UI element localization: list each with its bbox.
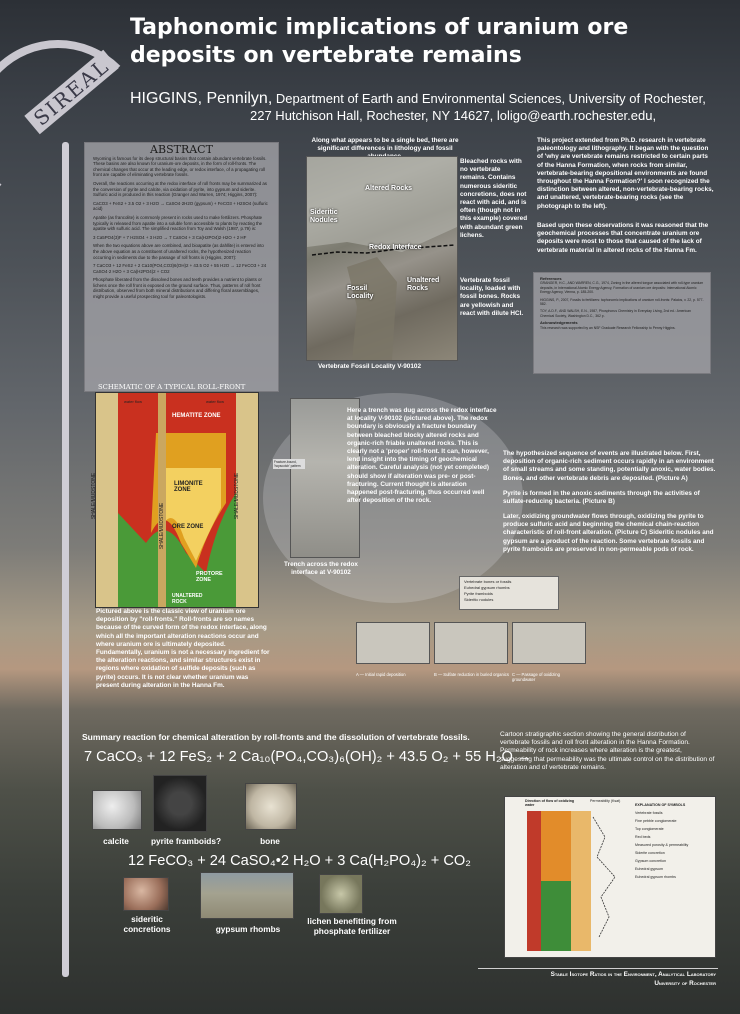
legend-heading: EXPLANATION OF SYMBOLS	[635, 803, 686, 807]
schematic-title: SCHEMATIC OF A TYPICAL ROLL-FRONT	[98, 383, 246, 391]
siderite-photo	[123, 877, 169, 911]
protore-zone-label: PROTORE ZONE	[196, 571, 223, 583]
sireal-logo: SIREAL	[24, 50, 118, 135]
author-address: 227 Hutchison Hall, Rochester, NY 14627, loligo@earth.rochester.edu,	[250, 108, 657, 123]
lichen-photo	[319, 874, 363, 914]
reference-item: TOY, A.D.F., AND WALSH, E.N., 1987, Phosphorus Chemistry in Everyday Living, 2nd ed.: American Chemical Society, Washington D.C., 362 p.	[540, 309, 691, 318]
sequence-paragraph: The hypothesized sequence of events are illustrated below. First, deposition of organic-rich sediment occurs rapidly in an environment of small streams and some standing, potentially anoxic, water bodies. Bones, and other vertebrate debris are deposited. (Picture A)	[503, 450, 716, 482]
cartoon-panel-a	[356, 622, 430, 664]
shale-label: SHALE/MUDSTONE	[91, 472, 98, 520]
abstract-equation: 3 Ca5PO4(3)F + 7 H2SO4 + 3 H2O → 7 CaSO4 + 3 Ca(H2PO4)2·H2O + 2 HF	[93, 234, 247, 240]
abstract-equation: CaCO3 + FeS2 + 3.5 O2 + 3 H2O → CaSO4·2H2O (gypsum) + FeCO3 + H2SO4 (sulfuric acid)	[93, 200, 268, 212]
summary-heading: Summary reaction for chemical alteration by roll-fronts and the dissolution of vertebrate fossils.	[82, 732, 470, 742]
shale-label: SHALE/MUDSTONE	[234, 472, 241, 520]
siderite-label: Sideritic Nodules	[310, 209, 338, 224]
abstract-heading: ABSTRACT	[150, 143, 213, 156]
hematite-zone-label: HEMATITE ZONE	[172, 413, 221, 419]
shale-label: SHALE/MUDSTONE	[159, 502, 166, 550]
references-box	[533, 272, 711, 374]
water-flow-label: water flow	[124, 399, 143, 404]
summary-equation-bottom: 12 FeCO₃ + 24 CaSO₄•2 H₂O + 3 Ca(H₂PO₄)₂ + CO₂	[128, 853, 471, 869]
photo-caption-top: Along what appears to be a single bed, there are significant differences in lithology and fossil	[311, 137, 459, 153]
rollfront-schematic	[91, 392, 259, 608]
cartoon-label: C — Passage of oxidizing groundwater	[512, 672, 560, 682]
legend-item: Vertebrate fossils	[635, 811, 663, 815]
calcite-photo	[92, 790, 142, 830]
abstract-box	[84, 142, 279, 392]
cartoon-panel-b	[434, 622, 508, 664]
reference-item: GRANGER, H.C., AND WARREN, C.G., 1974, Zoning in the altered tongue associated with roll-type uranium deposits, in International Atomic Energy Agency, Formation of uranium ore deposits: International Atomic Energy Agency, Vienna, p. 185-200.	[540, 281, 704, 295]
author-name: HIGGINS, Pennilyn,	[130, 90, 273, 107]
cartoon-panel-c	[512, 622, 586, 664]
legend-item: Fine pebble conglomerate	[635, 819, 677, 823]
legend-item: Gypsum concretion	[635, 859, 666, 863]
altered-rocks-label: Altered Rocks	[365, 185, 413, 192]
redox-interface-label: Redox Interface	[369, 244, 422, 251]
ore-zone-label: ORE ZONE	[172, 524, 204, 530]
legend-item: Measured porosity & permeability	[635, 843, 689, 847]
water-flow-label: water flow	[206, 399, 225, 404]
bone-photo	[245, 783, 297, 830]
trench-text: Here a trench was dug across the redox interface at locality V-90102 (pictured above). The redox boundary is obviously a fracture boundary between bleached blocky altered rocks and organic-rich friable unaltered rocks. This is clearly not a 'proper' roll-front. It can, however, lend insight into the timing of geochemical alteration. Careful analysis (not yet completed) should show if alteration was pre- or post-fracturing. Current thought is alteration happened post-fracturing, thus occurred well after deposition of the rock.	[347, 407, 497, 505]
permeability-label: Permeability (Ksat)	[590, 799, 621, 803]
reference-item: HIGGINS, P., 2007, Fossils to fertilizers: taphonomic implications of uranium roll-fronts: Palaios, v. 22, p. 577-582.	[540, 297, 704, 307]
calcite-caption: calcite	[103, 836, 129, 846]
footer	[486, 970, 716, 988]
intro-paragraph: Based upon these observations it was reasoned that the geochemical processes that concentrate uranium ore deposits were most to those that caused of the lack of vertebrate material in altered rocks of the Hanna Fm.	[537, 222, 709, 254]
limonite-zone-label: LIMONITE ZONE	[174, 481, 203, 493]
legend-item: Euhedral gypsum	[635, 867, 663, 871]
sequence-paragraph: Later, oxidizing groundwater flows through, oxidizing the pyrite to produce sulfuric acid and beginning the chemical chain-reaction characteristic of roll-front alteration. (Picture C) Sideritic nodules and gypsum are a product of the reaction. Some vertebrate fossils and pyrite framboids are preserved in non-permeable pods of rock.	[503, 513, 714, 553]
photo-caption-bottom: Vertebrate Fossil Locality V-90102	[318, 363, 422, 370]
unaltered-rock-label: UNALTERED ROCK	[172, 593, 203, 605]
lichen-caption: lichen benefitting from phosphate fertilizer	[307, 916, 397, 936]
abstract-equation: 7 CaCO3 + 12 FeS2 + 2 Ca10(PO4,CO3)6(OH)2 + 43.5 O2 + 55 H2O → 12 FeCO3 + 24 CaSO4·2 H2O + 3 Ca(H2PO4)2 + CO2	[93, 263, 267, 274]
author-affiliation: Department of Earth and Environmental Sciences, University of Rochester,	[275, 91, 706, 106]
legend-item: Pyrite framboids	[464, 591, 493, 596]
footer-rule	[478, 968, 718, 969]
fossil-locality-label: Fossil Locality	[347, 285, 374, 300]
fossil-description: Vertebrate fossil locality, loaded with fossil bones. Rocks are yellowish and react with dilute HCl.	[460, 277, 524, 317]
cartoon-legend	[459, 576, 559, 610]
trench-caption: Trench across the redox interface at V-90102	[284, 561, 358, 577]
strat-section	[504, 796, 716, 958]
references-heading: References	[540, 276, 562, 281]
legend-item: Siderite concretion	[635, 851, 665, 855]
gypsum-caption: gypsum rhombs	[215, 924, 281, 934]
sequence-paragraph: Pyrite is formed in the anoxic sediments through the activities of sulfate-reducing bacteria. (Picture B)	[503, 490, 700, 506]
trench-inset-label: Fracture-bound, 'hopscotch' pattern	[273, 459, 305, 469]
bleached-description: Bleached rocks with no vertebrate remains. Contains numerous sideritic concretions, does not react with acid, and is often (though not in this example) covered with abundant green lichens.	[460, 158, 528, 239]
strat-legend	[635, 801, 713, 881]
siderite-caption: sideritic concretions	[123, 914, 171, 934]
author-block	[130, 90, 730, 124]
flow-label: Direction of flow of oxidizing water	[525, 799, 575, 807]
cartoon-label: B — Sulfate reduction in buried organics	[434, 672, 509, 677]
legend-item: Euhedral gypsum rhombs	[464, 585, 510, 590]
legend-item: Sideritic nodules	[464, 597, 494, 602]
intro-paragraph: This project extended from Ph.D. research in vertebrate paleontology and lithography. It began with the question of 'why are vertebrate remains restricted to certain parts of the Hanna Formation, when rocks from similar, vertebrate-bearing depositional environments are found throughout the Hanna Formation?' I soon recognized the distinction between altered, non-vertebrate-bearing rocks, and unaltered, vertebrate-bearing rocks (see the photograph to the left).	[537, 137, 714, 210]
outcrop-photo	[306, 156, 458, 361]
strat-caption: Cartoon stratigraphic section showing the general distribution of vertebrate fossils and roll front alteration in the Hanna Formation. Permeability of rock increases where alteration is the greatest, suggesting that permeability was the ultimate control on the distribution of alteration and of vertebrate remains.	[500, 731, 715, 771]
abstract-paragraph: Apatite (as francolite) is commonly present in rocks used to make fertilizers. Phosphate typically is released from apatite into a soluble form accessible to plants by reacting the apatite with sulfuric acid. The simplified reaction from Toy and Walsh (1987, p.79) is:	[93, 214, 263, 232]
poster-title: Taphonomic implications of uranium ore deposits on vertebrate remains	[130, 15, 629, 68]
summary-equation-top: 7 CaCO₃ + 12 FeS₂ + 2 Ca₁₀(PO₄,CO₃)₆(OH)₂ + 43.5 O₂ + 55 H₂O →	[84, 749, 532, 765]
footer-lab: Stable Isotope Ratios in the Environment, Analytical Laboratory	[550, 971, 716, 978]
abstract-paragraph: Overall, the reactions occurring at the redox interface of roll fronts may be summarized as the conversion of pyrite and calcite, via oxidation of pyrite, into gypsum and siderite. Sulfuric acid is produced in this reaction (Granger and Warren, 1974; Higgins, 2007):	[93, 180, 267, 198]
pyrite-caption: pyrite framboids?	[150, 836, 222, 846]
legend-item: Euhedral gypsum rhombs	[635, 875, 676, 879]
acknowledgements-text: This research was supported by an NSF Graduate Research Fellowship to Penny Higgins.	[540, 325, 676, 330]
acknowledgements-heading: Acknowledgements	[540, 320, 578, 326]
footer-university: University of Rochester	[654, 980, 716, 987]
abstract-paragraph: Phosphate liberated from the dissolved bones and teeth provides a nutrient to plants or lichens once the roll front is exposed on the ground surface. Thus, patterns of roll front distribution, observed from both mineral distributions and differing floral assemblages, might provide a useful prospecting tool for paleontologists.	[93, 277, 262, 300]
bone-caption: bone	[260, 836, 280, 846]
abstract-paragraph: Wyoming is famous for its deep structural basins that contain abundant vertebrate fossils. These basins are also known for uranium-ore deposits, in the form of roll-fronts. The chemical changes that occur at the leading edge, or redox interface, of a propagating roll front are capable of eliminating vertebrate fossils.	[93, 155, 267, 178]
legend-item: Red beds	[635, 835, 651, 839]
decorative-bar	[62, 142, 69, 977]
gypsum-photo	[200, 872, 294, 919]
sequence-cartoon	[356, 576, 584, 680]
unaltered-rocks-label: Unaltered Rocks	[407, 277, 440, 292]
abstract-paragraph: When the two equations above are combined, and bioapatite (as dahllite) is entered into the above equation as a constituent of unaltered rocks, the hypothesized reaction occurring in sediments due to the passage of roll fronts is (Higgins, 2007):	[93, 243, 264, 260]
cartoon-label: A — Initial rapid deposition	[356, 672, 406, 677]
legend-item: Top conglomerate	[635, 827, 664, 831]
legend-item: Vertebrate bones or fossils	[464, 579, 512, 584]
pyrite-photo	[153, 775, 207, 832]
schematic-caption: Pictured above is the classic view of uranium ore deposition by "roll-fronts." Roll-fronts are so names because of the curved form of the redox interface, along which all the important alteration reactions occur and where uranium ore is ultimately deposited. Fundamentally, uranium is not a necessary ingredient for the alteration reactions, and similar structures exist in regions where oxidation of sulfide deposits (such as pyrite) occurs. It is not clear whether uranium was present during alteration in the Hanna Fm.	[96, 608, 270, 689]
